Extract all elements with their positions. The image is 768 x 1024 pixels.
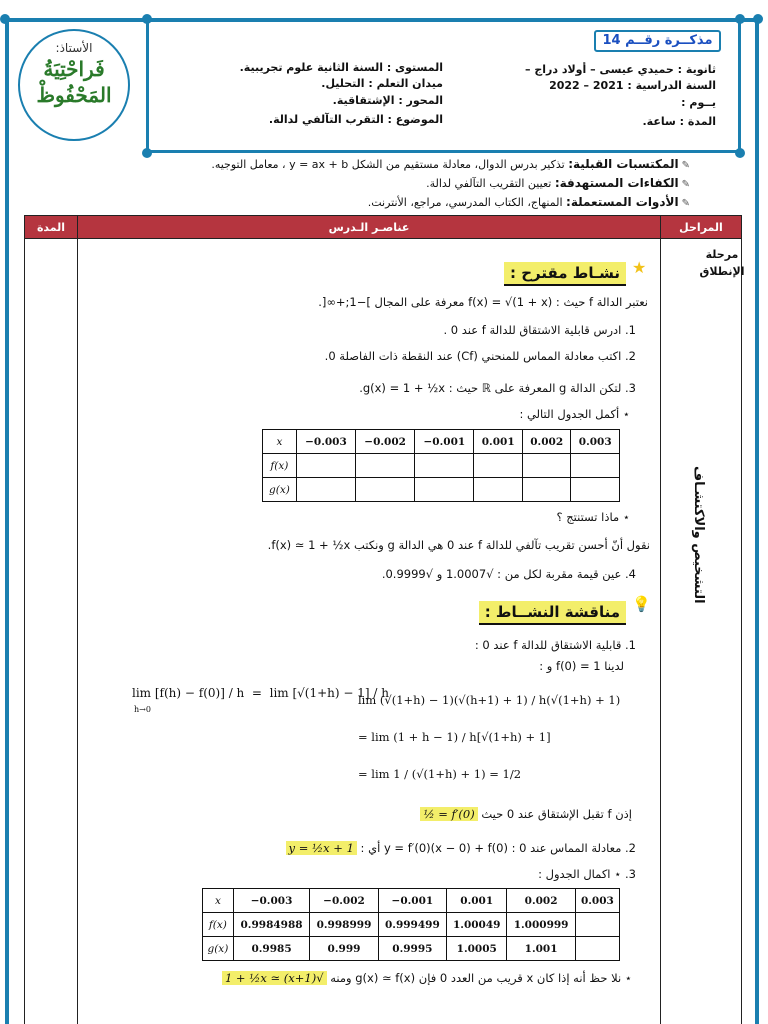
lesson-day: يــوم : bbox=[681, 96, 716, 109]
activity-q3b: ⋆ ماذا تستنتج ؟ bbox=[556, 510, 630, 524]
frame-corner-dot bbox=[753, 14, 763, 24]
activity-q1: 1. ادرس قابلية الاشتقاق للدالة f عند 0 . bbox=[443, 323, 636, 337]
discussion-d4 bbox=[222, 970, 632, 986]
discussion-d2 bbox=[286, 840, 636, 856]
table-cell: −0.003 bbox=[296, 430, 355, 454]
table-cell: 0.9985 bbox=[233, 937, 309, 961]
table-cell: 0.003 bbox=[575, 889, 619, 913]
table-cell: g(x) bbox=[263, 478, 297, 502]
memo-number: مذكــرة رقــم 14 bbox=[594, 30, 721, 52]
discussion-d1b-text: إذن f تقبل الإشتقاق عند 0 حيث bbox=[481, 807, 632, 821]
teacher-stamp bbox=[18, 29, 130, 141]
discussion-d4-text: ⋆ نلا حظ أنه إذا كان x قريب من العدد 0 فإن g(x) ≃ f(x) ومنه bbox=[330, 971, 632, 985]
header-divider bbox=[738, 20, 741, 152]
competence-line bbox=[426, 175, 690, 193]
frame-corner-dot bbox=[0, 14, 10, 24]
table-cell bbox=[296, 478, 355, 502]
activity-intro: نعتبر الدالة f حيث : f(x) = √(1 + x) معرفة على المجال ]−1;+∞[. bbox=[318, 295, 648, 309]
table-cell bbox=[415, 454, 474, 478]
table-cell: 0.998999 bbox=[310, 913, 378, 937]
discussion-d2-text: 2. معادلة المماس عند 0 : y = f′(0)(x − 0) + f(0) أي : bbox=[360, 841, 636, 855]
stage-launch: مرحلة الإنطلاق bbox=[699, 248, 745, 278]
lesson-topic: الموضوع : التقرب التآلفي لدالة. bbox=[268, 113, 443, 126]
limit-sub: h→0 bbox=[134, 705, 151, 714]
school-info bbox=[525, 60, 716, 131]
header-bottom-line bbox=[146, 150, 740, 153]
teacher-last-name: المَحْفُوظْ bbox=[36, 83, 112, 107]
discussion-d1a: لدينا f(0) = 1 و : bbox=[539, 659, 624, 673]
tools-text: المنهاج، الكتاب المدرسي، مراجع، الأنترنت. bbox=[367, 196, 563, 209]
limit-step-3: lim 1 / (√(1+h) + 1) = 1/2 bbox=[371, 767, 522, 781]
table-cell: 1.001 bbox=[507, 937, 575, 961]
table-cell: f(x) bbox=[203, 913, 234, 937]
header-divider bbox=[146, 20, 149, 152]
limit-left: lim [f(h) − f(0)] / h bbox=[132, 686, 245, 700]
table-cell bbox=[522, 454, 571, 478]
table-row bbox=[263, 454, 620, 478]
table-row bbox=[203, 889, 620, 913]
competence-label: الكفاءات المستهدفة: bbox=[554, 176, 679, 190]
duration-column bbox=[24, 239, 78, 1024]
table-row bbox=[203, 913, 620, 937]
tools-label: الأدوات المستعملة: bbox=[566, 195, 679, 209]
lesson-level: المستوى : السنة الثانية علوم تجريبية. bbox=[239, 61, 443, 74]
table-cell: 0.9995 bbox=[378, 937, 446, 961]
table-cell bbox=[415, 478, 474, 502]
table-cell: 0.003 bbox=[571, 430, 620, 454]
limit-right: lim (√(1+h) − 1)(√(h+1) + 1) / h(√(1+h) + 1) bbox=[358, 693, 621, 707]
value-table-filled bbox=[202, 888, 620, 961]
table-cell: x bbox=[203, 889, 234, 913]
limit-line-2: = lim (1 + h − 1) / h[√(1+h) + 1] bbox=[358, 730, 551, 744]
table-cell: 0.001 bbox=[474, 430, 523, 454]
activity-q3c: نقول أنّ أحسن تقريب تآلفي للدالة f عند 0 هي الدالة g ونكتب f(x) ≃ 1 + ½x. bbox=[267, 538, 650, 552]
table-cell bbox=[474, 478, 523, 502]
table-cell: x bbox=[263, 430, 297, 454]
teacher-title: الأستاذ: bbox=[55, 41, 93, 55]
discussion-d3: 3. ⋆ اكمال الجدول : bbox=[538, 867, 636, 881]
table-cell bbox=[575, 937, 619, 961]
stage-discover: التشخيص والاكتشـاف bbox=[691, 466, 706, 604]
table-cell bbox=[571, 454, 620, 478]
limit-line-3: = lim 1 / (√(1+h) + 1) = 1/2 bbox=[358, 767, 522, 781]
table-cell: −0.002 bbox=[310, 889, 378, 913]
table-cell: 1.000999 bbox=[507, 913, 575, 937]
table-cell bbox=[356, 454, 415, 478]
discussion-d1: 1. قابلية الاشتقاق للدالة f عند 0 : bbox=[474, 638, 636, 652]
table-cell: 0.001 bbox=[447, 889, 507, 913]
pencil-icon: ✎ bbox=[681, 179, 690, 190]
school-name: ثانوية : حميدي عيسى – أولاد دراج – bbox=[525, 63, 716, 76]
table-cell bbox=[474, 454, 523, 478]
lightbulb-icon: 💡 bbox=[632, 595, 651, 613]
table-cell: 0.002 bbox=[507, 889, 575, 913]
table-cell: −0.003 bbox=[233, 889, 309, 913]
lesson-axis: المحور : الإشتقاقية. bbox=[332, 94, 443, 107]
approximation-result: √(x+1) ≃ 1 + ½x bbox=[222, 971, 327, 985]
table-cell bbox=[575, 913, 619, 937]
lesson-info bbox=[240, 58, 443, 129]
competence-text: تعيين التقريب التآلفي لدالة. bbox=[426, 177, 552, 190]
table-cell: 0.002 bbox=[522, 430, 571, 454]
table-cell: 0.999499 bbox=[378, 913, 446, 937]
prereq-text: تذكير بدرس الدوال، معادلة مستقيم من الشكل y = ax + b ، معامل التوجيه. bbox=[211, 158, 565, 171]
table-cell bbox=[296, 454, 355, 478]
pencil-icon: ✎ bbox=[681, 160, 690, 171]
table-cell: 0.9984988 bbox=[233, 913, 309, 937]
activity-q4: 4. عين قيمة مقربة لكل من : √1.0007 و √0.9999. bbox=[381, 567, 636, 581]
prereq-line bbox=[211, 156, 690, 174]
discussion-d1b bbox=[420, 806, 632, 822]
table-cell bbox=[356, 478, 415, 502]
tangent-equation: y = ½x + 1 bbox=[286, 841, 357, 855]
table-cell bbox=[522, 478, 571, 502]
activity-q2: 2. اكتب معادلة المماس للمنحني (Cf) عند النقطة ذات الفاصلة 0. bbox=[324, 349, 636, 363]
activity-q3a: ⋆ أكمل الجدول التالي : bbox=[519, 407, 630, 421]
activity-title: نشـاط مقترح : bbox=[504, 262, 626, 286]
table-cell: −0.001 bbox=[415, 430, 474, 454]
value-table-empty bbox=[262, 429, 620, 502]
tools-line bbox=[368, 194, 690, 212]
table-cell: −0.001 bbox=[378, 889, 446, 913]
discussion-title: مناقشة النشــاط : bbox=[479, 601, 626, 625]
table-cell: g(x) bbox=[203, 937, 234, 961]
table-row bbox=[263, 478, 620, 502]
stages-column bbox=[660, 239, 742, 1024]
lesson-duration: المدة : ساعة. bbox=[642, 115, 716, 128]
lesson-field: ميدان التعلم : التحليل. bbox=[321, 77, 443, 90]
head-stages: المراحل bbox=[660, 215, 742, 239]
teacher-first-name: فَراحْتِيَةُ bbox=[43, 57, 105, 81]
table-cell bbox=[571, 478, 620, 502]
table-cell: 1.00049 bbox=[447, 913, 507, 937]
activity-q3: 3. لتكن الدالة g المعرفة على ℝ حيث : g(x) = 1 + ½x. bbox=[359, 381, 636, 395]
limit-step-2: lim (1 + h − 1) / h[√(1+h) + 1] bbox=[371, 730, 551, 744]
table-cell: −0.002 bbox=[356, 430, 415, 454]
head-duration: المدة bbox=[24, 215, 78, 239]
star-icon: ★ bbox=[632, 258, 647, 277]
limit-mid: lim [√(1+h) − 1] / h bbox=[269, 686, 389, 700]
limit-line-1: lim [f(h) − f(0)] / h = lim [√(1+h) − 1] / h bbox=[132, 686, 389, 700]
school-year: السنة الدراسية : 2021 – 2022 bbox=[549, 79, 716, 92]
table-cell: 0.999 bbox=[310, 937, 378, 961]
head-elements: عناصـر الـدرس bbox=[77, 215, 661, 239]
table-row bbox=[203, 937, 620, 961]
derivative-result: f′(0) = ½ bbox=[420, 807, 477, 821]
prereq-label: المكتسبات القبلية: bbox=[568, 157, 679, 171]
pencil-icon: ✎ bbox=[681, 198, 690, 209]
table-cell: 1.0005 bbox=[447, 937, 507, 961]
table-cell: f(x) bbox=[263, 454, 297, 478]
table-row bbox=[263, 430, 620, 454]
